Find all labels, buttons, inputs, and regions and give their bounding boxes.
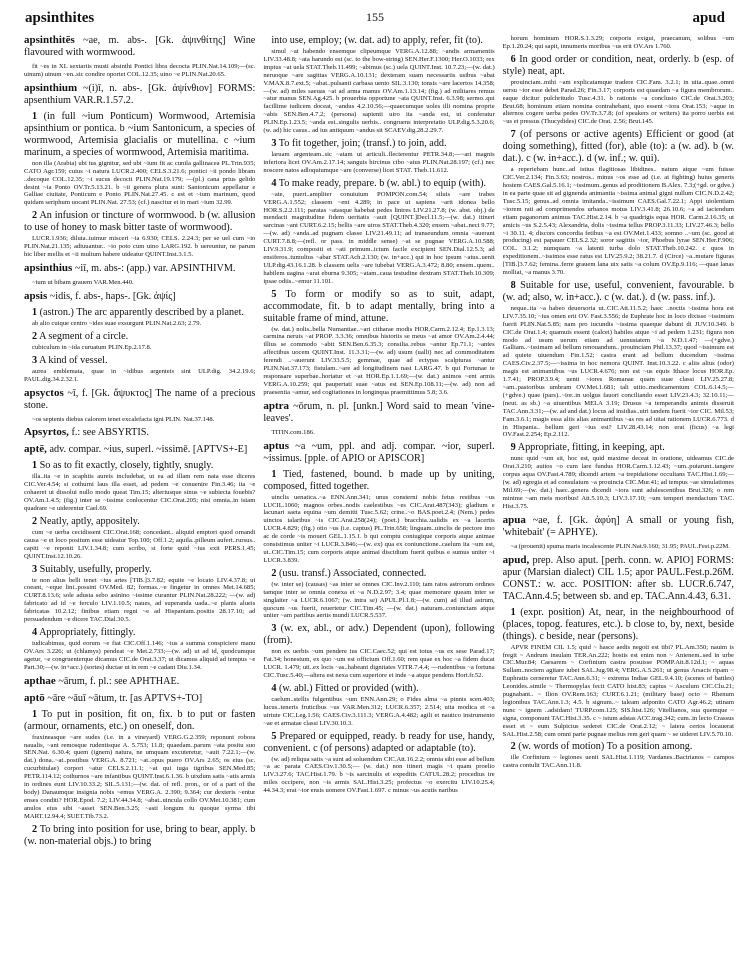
sense-number: 1 bbox=[32, 460, 38, 472]
entry-headword-line bbox=[24, 426, 255, 439]
sense-number: 1 bbox=[32, 110, 38, 122]
headword: aptē, bbox=[24, 443, 47, 456]
entry-headword-line bbox=[263, 440, 494, 465]
sense-definition bbox=[24, 307, 255, 319]
citation-block: LUCR.1.936; diluta..tuimur misceri ~ia 6.930; CELS. 2.24.3; per se uel cum ~io PLIN.Nat.21.135; adiuuantur.. ~io poto cum uino LARG.192. b uereuntur, ne parum hic liber mellis et ~ii multum habere uideatur QUINT.Inst.3.1.5. bbox=[24, 235, 256, 259]
sense-definition bbox=[263, 623, 494, 647]
citation-block: simul ~at habendo ensemque clipeumque VERG.A.12.88; ~andis armamentis LIV.33.48.8; ~ata harundo est (sc. to the bow-string) SEN.Her.F.1300; Her.O.1033; rex impius ~at uela STAT.Theb.11.499; ~abimus (sc.) uela QUINT.Inst. 10.7.23;—(w. dat.) neruoque ~are sagittas VERG.A.10.131; dexteram suam necessariis usibus ~abat V.MAX.8.7.ext.5; ~abat..pulsanti carbasa uento SIL.3.130; tonsis ~are lacertos 14.358;—(w. ad) miles saeuas ~at ad arma manus OV.Am.1.13.14; (fig.) ad militares remus ~atur manus SEN.Ag.425. b prouerbia opportune ~ata QUINT.Inst. 6.3.98; sermo..qui facillime iudicem doceat, ~andus 4.2.10.56;—quaecumque uoles illi nomina proprie ~abis SEN.Ben.4.7.2; (persona) sapienti uiro ita ~anda est, ut conferatur PLIN.Ep.1.23.5; ~anda est..singulis uerbis.. congruens interpretatio ULP.dig.5.3.20.6; (w. ad) hic casus.. ad ius antiquum ~andus sit SCAEV.dig.28.2.29.7. bbox=[263, 48, 495, 135]
sense-text: Neatly, aptly, appositely. bbox=[37, 515, 140, 527]
headword: aptus bbox=[263, 439, 290, 452]
sense-number: 4 bbox=[32, 627, 38, 638]
sense-number: 1 bbox=[510, 606, 516, 618]
sense-text: Suitable for use, useful, convenient, favourable. b (w. ad; also, w. in+acc.). c (w. dat.). d (w. pass. inf.). bbox=[502, 279, 734, 303]
sense-definition bbox=[263, 568, 494, 580]
entry-headword-line bbox=[503, 514, 734, 539]
headword: apua bbox=[502, 513, 526, 526]
sense-definition bbox=[24, 460, 255, 472]
sense-definition bbox=[263, 138, 494, 150]
sense-number: 5 bbox=[271, 288, 277, 300]
sense-text: into use, employ; (w. dat. ad) to apply, refer, fit (to). bbox=[271, 35, 483, 46]
sense-text: In good order or condition, neat, orderly. b (esp. of style) neat, apt. bbox=[502, 53, 734, 77]
sense-definition bbox=[263, 469, 494, 493]
sense-text: (astron.) The arc apparently described by a planet. bbox=[37, 306, 244, 318]
entry-headword-line bbox=[503, 554, 734, 603]
headword: aptō bbox=[24, 691, 45, 704]
sense-definition bbox=[503, 54, 734, 78]
sense-definition bbox=[263, 683, 494, 695]
citation-block: illa..ita ~e in scaphiis aureis includebat, ut ea ad illam rem nata esse diceres CIC.Ver.4.54; si cothurni laus illa esset, ad pedem ~e conuenire Fin.3.46; ita ~e cohaeret ut dissolui nullo modo queat Tim.15; alteriusque sinus ~e subiecta fouebis? OV.Am.1.4.5; (fig.) inter se ~issime conlocentur CIC.Orat.205; nisi omnia..in istam quadrare ~e uiderentur Cael.69. bbox=[24, 473, 256, 513]
sense-number: 2 bbox=[32, 330, 38, 342]
sense-text: Suitably, usefully, properly. bbox=[37, 563, 152, 575]
citation-block: neque..ita ~a habeo deuersoria ut..CIC.Att.11.5.2; haec ..noctis ~issima hora est LIV.7.35.10; ~ius omen erit OV. Fast.3.556; de Euphrate hoc in loco dixisse ~issimum fuerit PLIN.Nat.5.85; nam pro iucundis ~issima quaeque dabunt di JUV.10.349. b CIC.de Orat.1.4; quamuis essent (calcei) habiles atque ~i ad pedem 1.231; figura non modo ad usum uerum etiam ad uenustatem ~a N.D.1.47; —(+gdve.) Galliam..~issimam ad bellum renouandum.. prouinciam Phil.13.37; quod ~issimum est ad quiete uiuendum Fin.1.52; castra erant ad bellum ducendum ~issima CAES.Civ.2.37.5;—~issima in hoc nemora QUINT. Inst.10.3.22. c aliis alius (odor) magis est animantibus ~us LUCR.4.676; non est ~us equis Ithace locus HOR.Ep. 1.7.41; PROP.3.9.4; uenti ~iores Romanae quam suae classi LIV.25.27.8; ~am..pastoribus umbram OV.Met.1.681; tali uitio..medicamentum COL.6.14.5;—(+gdve.) quae (pars)..~ior..in uolgus fauori conciliando esset LIV.23.4.3; 32.10.11;—(neut. as sb.) ~a uiuentibus MELA 3.19; Drusus ~a temperandis animis disseruit TAC.Ann.3.31;—(w. ad and dat.) locus ad insidias..utri tandem fuerit ~ior CIC. Mil.53; Fam.3.6.1; magis essa aliis alias animantibus ~as res ad uitai rationem LUCR.6.773. d in Hispania.. bellum geri ~ius est? LIV.28.43.14; non erat (ficus) ~a legi OV.Fast.2.254; Ep.2.112. bbox=[502, 304, 734, 439]
citation-block: (w. inter se) (causas) ~as inter se omnes CIC.Inv.2.110; tam ratos astrorum ordines tamque inter se omnia conexa et ~a N.D.2.97; 3.4; quae memorare queam inter se singlaiter ~a LUCR.6.1067; (w. intra se) APUL.Pl.1.8;—(w. cum) ad illud astrum, quocum ~us fuerit, reuertetur CIC.Tim.45; —(w. dat.) naturam..coniunctam atque uniter ~am partibus aeriis mundi LUCR.5.537. bbox=[263, 580, 495, 620]
sense-definition bbox=[263, 178, 494, 190]
sense-number: 2 bbox=[271, 567, 277, 579]
citation-block: ~a (prouenit) spuma maris incalescente PLIN.Nat.9.160; 31.95; PAUL.Fest.p.22M. bbox=[510, 542, 730, 550]
headword: apthae bbox=[24, 674, 56, 687]
citation-block: ~ium ut bibam grauem VAR.Men.440. bbox=[32, 278, 134, 286]
sense-number: 3 bbox=[271, 137, 277, 149]
entry-headword-line bbox=[24, 34, 255, 59]
entry-definition: prep. Also aput. [perh. conn. w. APIO] FORMS: apur (Marsian dialect) CIL 1.5; apor PAUL.Fest.p.26M. CONST.: w. acc. POSITION: after sb. LUCR.6.747, TAC.Ann.4.5; between sb. and ep. TAC.Ann.4.43, 6.31. bbox=[502, 554, 734, 602]
sense-text: (w. abl.) Fitted or provided (with). bbox=[276, 682, 419, 694]
sense-text: To put in position, fit on, fix. b to put or fasten (armour, ornaments, etc.) on oneself, don. bbox=[24, 708, 256, 732]
headword: apsinthium bbox=[24, 81, 78, 94]
entry-headword-line bbox=[24, 387, 255, 412]
citation-block: uinclis uenatica..~a ENN.Ann.341; unus consterni nobis fetus restibus ~us LUCIL.1060; magnos orbes..nodis caelestibus ~es CIC.Arat.487(343); gladium e lacunari saeta equina ~um demitti Tusc.5.62; crine..~o BAS.poet.2.4; (Nem.) pedes uinctos talaribus ~is CIC.Arat.258(24); (poet.) bracchia..ualidis ex ~a lacertis LUCR.4.829; (fig.) otio ~us (i.e. captus) PL.Trin.658; linguam..uinclis de pectore imo ac de corde ~is moueri GEL.1.15.1. b qui comptu coniugique corporis atque animae consistimus uniter ~i LUCR.3.846;—(w. ex) qua ex coniunctione..caelum ita ~um est, ut..CIC.Tim.15; cum corporis atque animai discidium fuerit quibus e sumus uniter ~i LUCR.3.839. bbox=[263, 493, 495, 564]
sense-number: 5 bbox=[271, 730, 277, 742]
sense-definition bbox=[503, 280, 734, 304]
citation-block: ~ate, pueri..ampliter conuiuium POMPON.com.54; siluis ~are trabes VERG.A.1.552; classem ~ent 4.289; in pace ut sapiens ~arit idonea bello HOR.S.2.2.111; paratas ~atasque habebat pedes lintres LIV.21.27.8; (w. abst. obj.) de mendacii magnitudine fidem ueritatis ~auit [QUINT.]Decl.11.5;—(w. dat.) itineri sarcinas ~ant CURT.6.2.15; bellis ~are uiros STAT.Theb.4.320; ensem ~abat..neci 9.77;—(w. ad) ~anda..ad pugnam classe LIV.21.49.11; ad transeundum omnia ~auerant CURT.7.8.8;—(refl. or pass. in middle sense) ~at se pugnae VERG.A.10.588; LIV.9.31.9; compositi et ~ati primum..ictum facile excipient SEN.Dial.12.5.3; ad ensiferos..tumultus ~abar STAT.Ach.2.130; (w. in+acc.) qui in hoc ipsum ~atus..uenit ULP.dig.43.16.1.28. b classem uelis ~are iubebat VERG.A.3.472; 8.80; ensem..quem.. habilem uagina ~arat eburna 9.305; ~atam..caua testudine dextram STAT.Theb.10.309; ipsae odiis..~emur 11.101. bbox=[263, 190, 495, 285]
sense-number: 2 bbox=[32, 210, 38, 222]
citation-block: iudicabimus, quid eorum ~e fiat CIC.Off.1.146; ~ius a summa conspiciere manu OV.Ars 3.226; ut (chlamys) pendeat ~e Met.2.733;—(w. ad) ut ad id, quodcumque agetur, ~e congruenterque dicamus CIC.de Orat.3.37; ut dicamus aliquid ad tempus ~e Part.30;—(w. in+acc.) (sortes) ductae ut in rem ~e cadant Diu.1.34. bbox=[24, 640, 256, 671]
sense-number: 3 bbox=[32, 354, 38, 366]
citation-block: APVR FINEM CIL 1.5; quid ~ hasce aedis negoti est tibi? PL.Am.350; nauim is fregit ~ Andrum insulam TER.An.222; hostis est enim non ~ Anienem..sed in urbe CIC.Mur.84; Caesarem ~ Corfinium castra posuisse POMP.Att.8.12d.1; ~ aquas Sullam..noctem agitare iubet SAL.Jug.98.4; VERG.A.5.261; ut genus Arsacis ripam ~ Euphratis cerneretur TAC.Ann.6.31; ~ extrema Indiae GEL.9.4.10; (scenes of battles) Leonides..simile ~ Thermopylas fecit CATO hist.83; captus ~ Asculum CIC.Clu.21; pugnabant.. ~ Ilion OV.Rem.163; CURT.6.1.21; (military base) octo ~ Rhenum legionibus TAC.Ann.1.3; 4.5. b signum..~ taleam adponito CATO Agr.46.2; utinam nunc ~ ignem ..adsidam! TURP.com.125; SIS.hist.126; Vitellianos, sua quemque ~ signa, componunt TAC.Hist.3.35. c ~ istum adstas ACC.trag.342; cum..in lecto Crassus esset et ~ eum Sulpicius sederet CIC.de Orat.2.12; ~ latera certos locauerat SAL.Hist.2.58; cum omni parte pugnae melius rem geri quam ~ se uideret LIV.5.70.10. bbox=[502, 643, 734, 738]
column-right bbox=[503, 34, 734, 949]
sense-text: (w. ex, abl., or adv.) Dependent (upon), following (from). bbox=[263, 623, 495, 647]
headword: aptra bbox=[263, 399, 289, 412]
sense-definition bbox=[503, 442, 734, 454]
citation-block: a reperiebam hunc..ad istius flagitiosas libidines.. natum atque ~um fuisse CIC.Ver.2.134; Fin.3.63; nostros.. minus ~os esse ad (i.e. at fighting) huius generis hostem CAES.Gal.5.16.1; ~issimum..genus ad proditionem B.Alex. 7.3;(+gd. or gdve.) in ea parte quae sit ad gignenda animantia ~issima animal gigni nullum CIC.N.D.2.42; Tusc.5.15; genus..ad omnia imitanda..~issimum CAES.Gal.7.22.1; Appi uiolentiam ~iorem rati ad comprimendos urbanos motus LIV.3.41.8; 26.10.6; ~a ad iaciendum etiam paganorum animus TAC.Hist.2.14. b ~a quadrigis equa HOR. Carm.2.16.35; ut amicis ~us S.2.5.43; Alexandria, dolis ~issima tellus PROP.3.11.33; LIV.27.46.3; bello ~i 30.11. 4; discors concordia fetibus ~a est OV.Met.1.433; somno ..~um (sc. good at producing) est papauer CELS.2.32; soror sagittis ~ior, Phoebus lyrae SEN.Her.F.906; COL. 3.1.2; numquam ~a latenti turba dolo STAT.Theb.10.242. c quos in expeditionem..~issimos esse ratus est LIV.25.9.2; 38.21.7. d (Circe) ~a..mutare figuras [TIB.]3.7.62; femina..ferre grauem lana uix satis ~a colum OV.Ep.9.116; —quae lanas molliat, ~a manus 3.70. bbox=[502, 166, 734, 277]
entry-headword-line bbox=[24, 82, 255, 107]
headword: apsyctos bbox=[24, 386, 64, 399]
entry-headword-line bbox=[24, 262, 255, 275]
entry-definition: ~āre ~āuī ~ātum, tr. [as APTVS+-TO] bbox=[44, 692, 203, 704]
citation-block: fit ~es in XL sextariis musti absinthi Pontici libra decocta PLIN.Nat.14.109;—(sc. uinum) uinum ~en..sic condire oportet COL.12.35; uino ~e PLIN.Nat.20.65. bbox=[24, 63, 256, 78]
entry-definition: ~idis, f. abs-, haps-. [Gk. ἁψίς] bbox=[47, 290, 176, 302]
sense-text: To make ready, prepare. b (w. abl.) to equip (with). bbox=[276, 177, 487, 189]
page-header bbox=[25, 6, 725, 30]
sense-text: To fit together, join; (transf.) to join, add. bbox=[276, 137, 447, 149]
sense-definition bbox=[503, 129, 734, 165]
sense-text: A kind of vessel. bbox=[37, 354, 108, 366]
sense-text: (usu. transf.) Associated, connected. bbox=[276, 567, 427, 579]
entry-headword-line bbox=[24, 443, 255, 456]
headword: apsis bbox=[24, 289, 48, 302]
citation-block: (w. dat.) nolis..bella Numantiae..~ari citharae modis HOR.Carm.2.12.4; Ep.1.3.13; carmina neruis ~at PROP. 3.3.36; omnibus historiis se meus ~at amor OV.Am.2.4.44; illius se commodo ~abit SEN.Ben.6.35.3; consilia..rebus ~antur Ep.71.1; ~antes affectibus uocem QUINT.Inst. 11.3.31;—(w. ad) usum (ualli) nec ad commoditatem ferendi ..~auerunt LIV.33.5.5; gemmae, quae ad ectypas scalpturas ~antur PLIN.Nat.37.173; fistulam..~are ad longitudinem nasi LARG.47. b qui Fortunae te responsare superbae..hortatur et ~at HOR.Ep.1.1.69;—(w. dat.) animos ~ent armis VERG.A.10.259; qui paupertati suae ~atus est SEN.Ep.108.11;—(w. ad) non ad praesentia ~amur, sed cogitationes in longinqua praemittimus 5.8; 3.6. bbox=[263, 325, 495, 396]
sense-definition bbox=[24, 709, 255, 733]
sense-definition bbox=[24, 355, 255, 367]
column-middle bbox=[263, 34, 494, 949]
sense-text: (w. words of motion) To a position among. bbox=[515, 741, 693, 753]
headword: apud, bbox=[502, 553, 530, 566]
entry-headword-line bbox=[24, 692, 255, 705]
sense-definition bbox=[263, 289, 494, 325]
sense-text: (in full ~ium Ponticum) Wormwood, Artemisia apsinthium or pontica. b ~ium Santonicum, a species of wormwood, Artemisia glacialis or mutellina. c ~ium marinum, a species of wormwood, Artemisia maritima. bbox=[24, 110, 256, 158]
sense-number: 1 bbox=[32, 708, 38, 720]
sense-definition bbox=[24, 210, 255, 234]
entry-definition: f.: see ABSYRTIS. bbox=[68, 427, 149, 439]
citation-block: TITIN.com.186. bbox=[271, 428, 315, 436]
citation-block: prouinciam..mihi ~am explicatamque tradere CIC.Fam. 3.2.1; in uita..quae..omni uersu ~ior esse debet Parad.26; Fin.3.17; corporis est quaedam ~a figura membrorum.. eaque dicitur pulchritudo Tusc.4.31. b rationis ~a conclusio CIC.de Orat.3.203; Brut.68; hominum etiam nomina contrahebant, quo essent ~iora Orat.153; ~aque in alternos cogere uerba pedes OV.Tr.3.7.8; (of speakers or writers) ita porro uerbis est ~us et pressus (Thucydides) CIC.de Orat. 2.56; Brut.145. bbox=[502, 78, 734, 126]
sense-number: 8 bbox=[510, 279, 516, 291]
headword: Apsyrtos, bbox=[24, 426, 69, 439]
entry-definition: ~a ~um, ppl. and adj. compar. ~ior, superl. ~issimus. [pple. of APIO or APISCOR] bbox=[263, 440, 495, 464]
entry-headword-line bbox=[24, 290, 255, 303]
sense-text: (expr. position) At, near, in the neighbourhood of (places, topog. features, etc.). b close to, by, next, beside (things). c beside, near (persons). bbox=[502, 606, 734, 642]
sense-text: Tied, fastened, bound. b made up by uniting, composed, fitted together. bbox=[263, 468, 495, 492]
sense-definition bbox=[24, 564, 255, 576]
sense-number: 2 bbox=[32, 823, 38, 835]
citation-block: nunc quid ~um sit, hoc est, quid maxime deceat in oratione, uideamus CIC.de Orat.3.210; auitos ~o cum lare fundus HOR.Carm.1.12.43; ~um..putarunt..tangere corpus aqua OV.Fast.4.789; dicendi artem ~a trepidatione occultans TAC.Hist.1.69;—(w. ad) egregia et ad consulatum ~a prouincia CIC.Mur.41; ad tempus ~ae simulationes Mil.69;—(w. dat.) haec..genera dicendi ~iora sunt adulescentibus Brut.326; o rem minime ~am meis moribus! Att.5.10.3; LIV.3.17.10; ~um temperi mendacium TAC. Hist.3.75. bbox=[502, 455, 734, 510]
entry-definition: ~ī, f. [Gk. ἄψυκτος] The name of a precious stone. bbox=[24, 387, 256, 411]
entry-headword-line bbox=[263, 400, 494, 425]
sense-text: A segment of a circle. bbox=[37, 330, 129, 342]
entry-definition: ~iī, m. abs-: (app.) var. APSINTHIVM. bbox=[72, 262, 236, 274]
entry-definition: ~(i)ī, n. abs-. [Gk. ἀψίνθιον] FORMS: apsenthium VAR.R.1.57.2. bbox=[24, 82, 256, 106]
citation-block: caelum..stellis fulgentibus ~um ENN.Ann.29; o Fides alma ~a pinnis scen.403; lucus..teneris fruticibus ~us VAR.Men.312; LUCR.6.357; 2.514; uita modica et ~a uirtute CIC.Leg.1.56; CAES.Civ.3.111.3; VERG.A.4.482; agili et nautico instrumento ~ae et armatae classi LIV.30.10.3. bbox=[263, 695, 495, 727]
citation-block: ab alio cuique centro ~ides suae exsurgunt PLIN.Nat.2.63; 2.79. bbox=[32, 319, 202, 327]
sense-number: 4 bbox=[271, 177, 277, 189]
citation-block: (w. ad) reliqua satis ~a sunt ad soluendum CIC.Att.16.2.2; omnia sibi esse ad bellum ~a ac parata CAES.Civ.1.30.5;— (w. dat.) non itineri magis ~i quam proelio LIV.3.27.6; TAC.Hist.1.79. b ~is sarcinulis et expeditis CATUL.28.2; procedius ire miles occipere, non ~is armis SAL.Hist.3.25; profectus ~o exercitu LIV.10.25.4; 44.34.3; erat ~ior ensis uomere OV.Fast.1.697. c minus ~us acutis naribus bbox=[263, 755, 495, 795]
sense-definition bbox=[503, 607, 734, 643]
sense-definition bbox=[263, 731, 494, 755]
citation-block: non illa (Arabia) ubi tus gignitur, sed ubi ~ium fit ac cunila gallinacea PL.Trin.935; CATO Agr.159; cuius ~i natura LUCR.2.400; CELS.3.21.6; pontici ~ii pondo libram ..decoque COL.12.35; ~i sucus decocti PLIN.Nat.19.179; —(pl.) cana prius gelido desint ~ia Ponto OV.Tr.5.13.21. b ~ii genera plura sunt: Santonicum appellatur e Galliae ciuitate, Ponticum e Ponto PLIN.Nat.27.45. c est et ~ium marinum, quod quidam seriphum uocant PLIN.Nat. 27.53; (cf.) nascitur et in mari ~ium 32.99. bbox=[24, 159, 256, 207]
citation-block: ille Corfinium ~ legiones uenit SAL.Hist.1.119; Vardanes..Bactrianos ~ campos castra contulit TAC.Ann.11.8. bbox=[502, 754, 734, 770]
sense-text: An infusion or tincture of wormwood. b (w. allusion to use of honey to mask bitter taste of wormwood). bbox=[24, 210, 256, 234]
sense-number: 4 bbox=[271, 682, 277, 694]
sense-text: (of persons or active agents) Efficient or good (at doing something), fitted (for), able (to): a (w. ad). b (w. dat.). c (w. in+acc.). d (w. inf.; w. qui). bbox=[502, 129, 734, 165]
sense-definition bbox=[24, 111, 255, 159]
sense-number: 2 bbox=[510, 741, 516, 753]
guide-word-right: apud bbox=[692, 10, 725, 26]
citation-block: aurea emblemata, quae in ~idibus argenteis sint ULP.dig. 34.2.19.6; PAUL.dig.34.2.32.1. bbox=[24, 367, 256, 383]
sense-definition bbox=[24, 516, 255, 528]
entry-definition: ~ae, f. [Gk. ἀφύη] A small or young fish, 'whitebait' (= APHYE). bbox=[502, 514, 734, 538]
citation-block: non ex uerbis ~um pendere ius CIC.Caec.52; qui est totus ~us ex sese Parad.17; Fat.34; honestum, ex quo ~um est officium Off.1.60; rem quae ex hoc ~a fidem ducat LUCR. 1.479; uti..ex locis ~as..habeant dignitates VITR.7.4.4; —rudentibus ~a fortuna CIC.Tusc.5.40;—altera est nexa cum superiore et inde ~a atque pendens Hort.fr.52. bbox=[263, 648, 495, 680]
sense-definition bbox=[503, 741, 734, 753]
headword: apsinthitēs bbox=[24, 34, 75, 46]
citation-block: laruam argenteam..sic ~atam ut articuli..flecterentur PETR.34.8;—~ari magnis inferiora licet OV.Am.2.17.14; sanguis hircinus cibo ~atus PLIN.Nat.28.197; (cf.) nec noscere natos adloquiumque ~are (converse) licet STAT. Theb.11.612. bbox=[263, 150, 495, 174]
sense-definition bbox=[263, 35, 494, 47]
sense-number: 1 bbox=[32, 306, 38, 318]
entry-definition: adv. compar. ~ius, superl. ~issimē. [APTVS+-E] bbox=[46, 444, 248, 456]
citation-block: fraxineasque ~are sudes (i.e. in a vineyard) VERG.G.2.359; reponunt robora naualis, ~ant remosque rudentisque A. 5.753; 11.8; quaedam..parum ~ata positu suo SEN.Nat. 6.30.4; quem (ignem) natura, ne umquam excuteretur, ~auit 7.22.1;—(w. dat.) dona..~at..postibus VERG.A. 8.721; ~at..opus puero OV.Ars 2.65; os eius (sc. cucurbitulae) corpori ~atur CELS.2.11.1; ~at qui iuga tigribus SEN.Med.85; PETR.114.12; cothurnos ~are infantibus QUINT.Inst.6.1.36. b uixdum satis ~atis armis in ordines eunt LIV.10.33.2; SIL.5.131;—(w. dat. of refl. pron., or of a part of the body) Danaumque insignia nobis ~emus VERG.A. 2.390; 9.364; cur dexteris ~entur enses conditi? HOR.Epod. 7.2; LIV.44.34.8; ~abat..uincula collo OV.Met.10.381; cum anulos eius sibi ~asset SEN.Ben.3.25; ~asti longum tu quoque syrma tibi MART.12.94.4; SUET.Tib.73.2. bbox=[24, 733, 256, 820]
entry-definition: ~ae, m. abs-. [Gk. ἀψινθίτης] Wine flavoured with wormwood. bbox=[24, 35, 256, 58]
sense-definition bbox=[24, 824, 255, 848]
sense-text: To bring into position for use, bring to bear, apply. b (w. non-material objs.) to bring bbox=[24, 823, 256, 847]
citation-block: te non alius belli tenet ~ius artes [TIB.]3.7.82; equite ~e locato LIV.4.37.8; ut coeant, ~eque lini..possint OV.Med. 82; formas..~e fingetur in omnes Met.14.685; CURT.8.13.6; sole adusta sebo asinino ~issime curantur PLIN.Nat.28.222; —(w. ad) fabricato ad id ~e ferculo LIV.1.10.5; naues, ad superanda uada..~e planis alueis fabricatas 10.2.12; finibus etiam regni ~e ad Hispaniam..positis 28.17.10; ad persuadendum ~e dicere TAC.Dial.30.5. bbox=[24, 576, 256, 624]
dictionary-columns bbox=[24, 34, 734, 949]
sense-definition bbox=[24, 627, 255, 639]
page-number: 155 bbox=[366, 10, 384, 24]
sense-number: 3 bbox=[271, 623, 277, 635]
sense-number: 6 bbox=[510, 53, 516, 65]
sense-number: 2 bbox=[32, 515, 38, 527]
sense-number: 3 bbox=[32, 563, 38, 575]
entry-definition: ~ōrum, n. pl. [unkn.] Word said to mean 'vine-leaves'. bbox=[263, 400, 495, 424]
citation-block: horum hominum HOR.S.1.3.29; corporis exigui, praecanum, solibus ~um Ep.1.20.24; qui sapit, innumeris moribus ~us erit OV.Ars 1.760. bbox=[502, 35, 734, 50]
sense-text: To form or modify so as to suit, adapt, accommodate, fit. b to adapt mentally, bring into a suitable frame of mind, attune. bbox=[263, 288, 495, 324]
citation-block: cum ~e uerba cecidissent CIC.Orat.168; concedant.. aliquid emptori quod ornandi causa ~e et loco positum esse uideatur Top.100; Off.1.2; aquila..pilleum aufert..rursus.. capiti ~e reponit LIV.1.34.8; cum scribo, si forte quid ~ius exit PERS.1.45; QUINT.Inst.12.10.26. bbox=[24, 528, 256, 560]
guide-word-left: apsinthites bbox=[25, 10, 95, 26]
citation-block: ~os septenis diebus calorem tenet excalefacta igni PLIN. Nat.37.148. bbox=[32, 415, 215, 423]
sense-number: 7 bbox=[510, 129, 516, 141]
sense-definition bbox=[24, 331, 255, 343]
column-left bbox=[24, 34, 255, 949]
sense-text: Appropriately, fittingly. bbox=[37, 627, 136, 638]
entry-headword-line bbox=[24, 675, 255, 688]
sense-text: Prepared or equipped, ready. b ready for use, handy, convenient. c (of persons) adapted or adaptable (to). bbox=[263, 730, 495, 754]
sense-text: So as to fit exactly, closely, tightly, snugly. bbox=[37, 460, 214, 472]
sense-text: Appropriate, fitting, in keeping, apt. bbox=[515, 442, 665, 454]
sense-number: 1 bbox=[271, 468, 277, 480]
entry-definition: ~ārum, f. pl.: see APHTHAE. bbox=[55, 675, 180, 687]
headword: apsinthius bbox=[24, 261, 73, 274]
citation-block: cubiculum in ~ida curuatum PLIN.Ep.2.17.8. bbox=[32, 343, 152, 351]
sense-number: 9 bbox=[510, 442, 516, 454]
